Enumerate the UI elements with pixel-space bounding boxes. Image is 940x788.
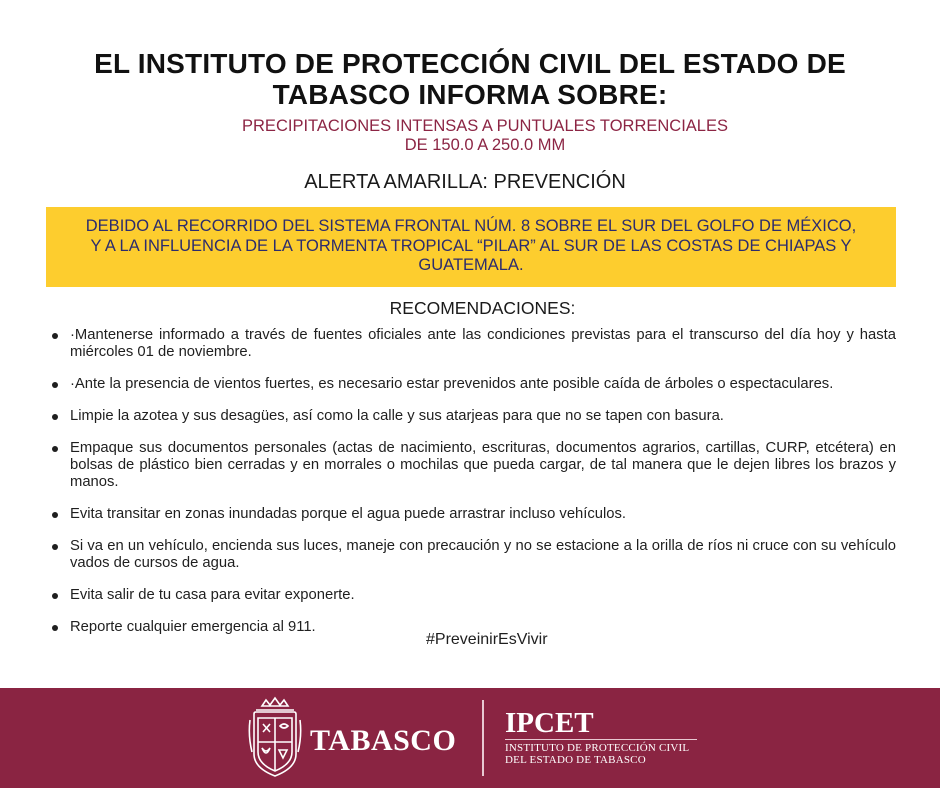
list-item [50, 440, 896, 491]
agency-rule [505, 739, 697, 740]
footer-divider [482, 700, 484, 776]
list-item-text: Evita transitar en zonas inundadas porque el agua puede arrastrar incluso vehículos. [70, 506, 627, 522]
hashtag: #PreveinirEsVivir [426, 631, 548, 648]
list-item-text: Reporte cualquier emergencia al 911. [70, 619, 316, 635]
list-item [50, 408, 896, 425]
subtitle [0, 117, 940, 155]
bullet-dot-icon [52, 333, 58, 339]
bullet-dot-icon [52, 446, 58, 452]
list-item [50, 327, 896, 361]
list-item-text: Evita salir de tu casa para evitar exponerte. [70, 587, 355, 603]
tabasco-coat-of-arms-icon [248, 696, 302, 780]
notice-line-2: Y A LA INFLUENCIA DE LA TORMENTA TROPICAL “PILAR” AL SUR DE LAS COSTAS DE CHIAPAS Y [90, 236, 852, 255]
bullet-dot-icon [52, 512, 58, 518]
bullet-dot-icon [52, 593, 58, 599]
bullet-dot-icon [52, 544, 58, 550]
list-item [50, 587, 896, 604]
page-title [0, 48, 940, 110]
list-item [50, 506, 896, 523]
agency-line-1: INSTITUTO DE PROTECCIÓN CIVIL [505, 742, 690, 754]
bullet-dot-icon [52, 382, 58, 388]
recommendations-list [50, 327, 896, 636]
list-item-text: Limpie la azotea y sus desagües, así como la calle y sus atarjeas para que no se tapen con basura. [70, 408, 724, 424]
list-item [50, 538, 896, 572]
list-item-text: Empaque sus documentos personales (actas de nacimiento, escrituras, documentos agrarios, cartillas, CURP, etcétera) en bolsas de plástico bien cerradas y en morrales o mochilas que pueda cargar, de tal manera que le dejen libres los brazos y manos. [70, 440, 896, 490]
alert-level: ALERTA AMARILLA: PREVENCIÓN [304, 171, 626, 193]
agency-line-2: DEL ESTADO DE TABASCO [505, 754, 646, 766]
title-line-1: EL INSTITUTO DE PROTECCIÓN CIVIL DEL ESTADO DE [94, 48, 846, 79]
subtitle-line-1: PRECIPITACIONES INTENSAS A PUNTUALES TORRENCIALES [242, 117, 728, 135]
state-name: TABASCO [310, 724, 457, 757]
subtitle-line-2: DE 150.0 A 250.0 MM [404, 136, 566, 154]
notice-box [46, 207, 896, 287]
list-item-text: ·Mantenerse informado a través de fuentes oficiales ante las condiciones previstas para el transcurso del día hoy y hasta miércoles 01 de noviembre. [70, 327, 896, 360]
bullet-dot-icon [52, 625, 58, 631]
footer-banner [0, 688, 940, 788]
agency-acronym: IPCET [505, 707, 594, 739]
bullet-dot-icon [52, 414, 58, 420]
title-line-2: TABASCO INFORMA SOBRE: [272, 79, 668, 110]
list-item [50, 376, 896, 393]
list-item-text: ·Ante la presencia de vientos fuertes, es necesario estar prevenidos ante posible caída de árboles o espectaculares. [70, 376, 834, 392]
recommendations-heading: RECOMENDACIONES: [389, 298, 576, 318]
notice-line-3: GUATEMALA. [418, 256, 524, 274]
notice-line-1: DEBIDO AL RECORRIDO DEL SISTEMA FRONTAL NÚM. 8 SOBRE EL SUR DEL GOLFO DE MÉXICO, [85, 217, 857, 235]
list-item-text: Si va en un vehículo, encienda sus luces, maneje con precaución y no se estacione a la orilla de ríos ni cruce con su vehículo vados de cursos de agua. [70, 538, 896, 571]
